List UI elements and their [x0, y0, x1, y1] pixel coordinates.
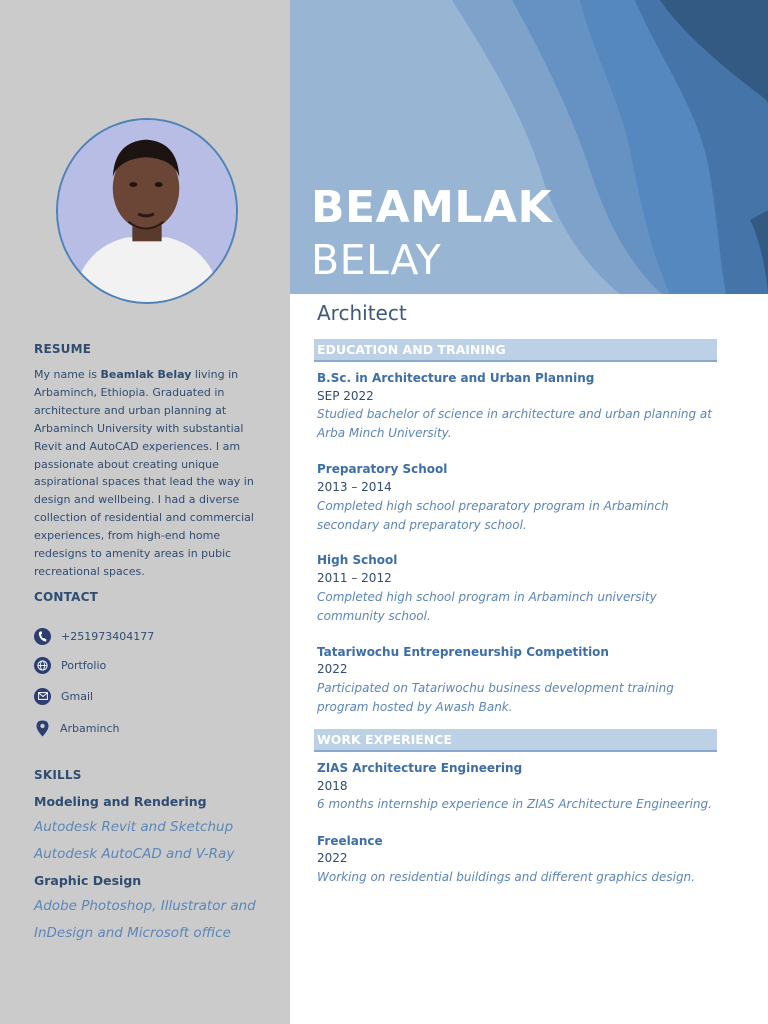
work-entry-title: ZIAS Architecture Engineering: [317, 761, 523, 775]
skill-item: Autodesk AutoCAD and V-Ray: [34, 846, 235, 862]
resume-heading: RESUME: [34, 342, 92, 356]
education-entry-date: 2011 – 2012: [317, 571, 392, 585]
work-entry-title: Freelance: [317, 834, 383, 848]
education-entry-title: Preparatory School: [317, 462, 448, 476]
contact-location[interactable]: [34, 718, 120, 738]
education-entry-title: Tatariwochu Entrepreneurship Competition: [317, 645, 609, 659]
education-entry-date: 2022: [317, 662, 348, 676]
globe-icon: [34, 657, 51, 674]
education-entry-desc: Completed high school program in Arbaminch university community school.: [317, 590, 657, 623]
work-section-header: [314, 729, 717, 752]
education-entry-date: 2013 – 2014: [317, 480, 392, 494]
skill-item: Autodesk Revit and Sketchup: [34, 819, 234, 835]
job-title: Architect: [317, 301, 407, 325]
skills-heading: SKILLS: [34, 768, 82, 782]
education-entry-date: SEP 2022: [317, 389, 374, 403]
resume-text-intro: My name is: [34, 368, 101, 381]
education-entry-desc: Participated on Tatariwochu business development training program hosted by Awash Bank.: [317, 681, 674, 714]
last-name: BELAY: [311, 236, 442, 284]
skill-category: Modeling and Rendering: [34, 794, 207, 809]
skill-item: InDesign and Microsoft office: [34, 925, 231, 941]
education-section-header: [314, 339, 717, 362]
education-entry-title: B.Sc. in Architecture and Urban Planning: [317, 371, 595, 385]
contact-portfolio[interactable]: [34, 655, 106, 675]
education-entry-title: High School: [317, 553, 398, 567]
contact-location-label: Arbaminch: [60, 721, 120, 735]
work-entry-date: 2022: [317, 851, 348, 865]
resume-text-body: living in Arbaminch, Ethiopia. Graduated in architecture and urban planning at Arbaminch University with substantial Revit and AutoCAD experiences. I am passionate about creating unique aspirational spaces that lead the way in design and wellbeing. I had a diverse collection of residential and commercial experiences, from high-end home redesigns to amenity areas in pubic recreational spaces.: [34, 368, 254, 578]
contact-phone[interactable]: [34, 626, 154, 646]
skill-item: Adobe Photoshop, Illustrator and: [34, 898, 256, 914]
contact-heading: CONTACT: [34, 590, 98, 604]
skill-category: Graphic Design: [34, 873, 142, 888]
first-name: BEAMLAK: [311, 182, 553, 233]
work-heading: WORK EXPERIENCE: [317, 732, 452, 747]
contact-gmail[interactable]: [34, 686, 93, 706]
phone-icon: [34, 628, 51, 645]
mail-icon: [34, 688, 51, 705]
contact-phone-label: +251973404177: [61, 629, 155, 643]
education-heading: EDUCATION AND TRAINING: [317, 342, 506, 357]
work-entry-desc: Working on residential buildings and different graphics design.: [317, 870, 695, 884]
resume-text: [34, 366, 258, 581]
education-entry-desc: Completed high school preparatory program in Arbaminch secondary and preparatory school.: [317, 499, 669, 532]
resume-name: Beamlak Belay: [100, 368, 192, 381]
contact-gmail-label: Gmail: [61, 689, 94, 703]
work-entry-desc: 6 months internship experience in ZIAS Architecture Engineering.: [317, 797, 712, 811]
location-pin-icon: [34, 719, 50, 737]
education-entry-desc: Studied bachelor of science in architecture and urban planning at Arba Minch University.: [317, 407, 712, 440]
contact-portfolio-label: Portfolio: [61, 658, 107, 672]
work-entry-date: 2018: [317, 779, 348, 793]
profile-photo: [56, 118, 238, 304]
